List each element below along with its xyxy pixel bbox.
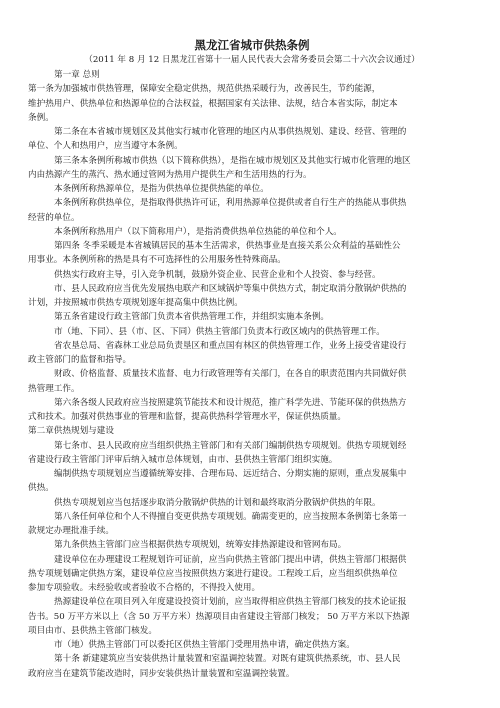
document-line: 第三条本条例所称城市供热（以下简称供热），是指在城市规划区及其他实行城市化管理的地区 — [54, 155, 411, 166]
document-line: 项目由市、县供热主管部门核发。 — [28, 625, 157, 636]
document-line: 内由热源产生的蒸汽、热水通过管网为热用户提供生产和生活用热的行为。 — [28, 169, 312, 180]
document-line: 第一条为加强城市供热管理，保障安全稳定供热，规范供热采暖行为，改善民生，节约能源， — [28, 84, 381, 95]
document-line: 供热。 — [28, 483, 54, 494]
document-line: 政主管部门的监督和指导。 — [28, 355, 132, 365]
document-line: 第七条市、县人民政府应当组织供热主管部门和有关部门编制供热专项规划。供热专项规划经 — [54, 440, 407, 451]
document-line: 参加专项验收。未经验收或者验收不合格的，不得投入使用。 — [28, 583, 261, 593]
document-line: 条例。 — [28, 112, 54, 123]
document-line: 第五条省建设行政主管部门负责本省供热管理工作，并组织实施本条例。 — [54, 312, 330, 323]
document-line: 第十条 新建建筑应当安装供热计量装置和室温调控装置。对既有建筑供热系统，市、县人民 — [54, 654, 401, 665]
document-subtitle: （2011 年 8 月 12 日黑龙江省第十一届人民代表大会常务委员会第二十六次会议通过） — [84, 55, 420, 65]
document-line: 第一章 总则 — [54, 70, 100, 80]
document-line: 第八条任何单位和个人不得擅自变更供热专项规划。确需变更的，应当按照本条例第七条第一 — [54, 511, 407, 522]
document-line: 本条例所称热源单位，是指为供热单位提供热能的单位。 — [54, 184, 269, 194]
document-line: 热源建设单位在项目列入年度建设投资计划前，应当取得相应供热主管部门核发的技术论证报 — [54, 597, 407, 608]
document-line: 第二条在本省城市规划区及其他实行城市化管理的地区内从事供热规划、建设、经营、管理的 — [54, 127, 407, 137]
document-line: 第四条 冬季采暖是本省城镇居民的基本生活需求，供热事业是直接关系公众利益的基础性公 — [54, 241, 401, 251]
document-line: 式和技术。加强对供热事业的管理和监督，提高供热科学管理水平，保证供热质量。 — [28, 412, 346, 422]
document-line: 省建设行政主管部门评审后纳入城市总体规划，由市、县供热主管部门组织实施。 — [28, 454, 338, 465]
document-line: 政府应当在建筑节能改造时，同步安装供热计量装置和室温调控装置。 — [28, 668, 295, 679]
document-line: 第九条供热主管部门应当根据供热专项规划，统筹安排热源建设和管网布局。 — [54, 540, 347, 551]
document-line: 供热专项规划应当包括逐步取消分散锅炉供热的计划和最终取消分散锅炉供热的年限。 — [54, 497, 381, 508]
document-line: 市（地）供热主管部门可以委托区供热主管部门受理用热申请，确定供热方案。 — [54, 640, 355, 650]
document-line: 建设单位在办理建设工程规划许可证前，应当向供热主管部门提出申请，供热主管部门根据供 — [54, 554, 407, 565]
document-line: 热专项规划确定供热方案，建设单位应当按照供热方案进行建设。工程竣工后，应当组织供热单位 — [28, 568, 398, 579]
document-line: 本条例所称热用户（以下简称用户），是指消费供热单位热能的单位和个人。 — [54, 226, 342, 237]
document-line: 财政、价格监督、质量技术监督、电力行政管理等有关部门，在各自的职责范围内共同做好供 — [54, 369, 407, 380]
document-line: 经营的单位。 — [28, 212, 80, 223]
document-line: 第六条各级人民政府应当按照建筑节能技术和设计规范，推广科学先进、节能环保的供热热方 — [54, 397, 407, 408]
document-line: 市（地、下同）、县（市、区、下同）供热主管部门负责本行政区域内的供热管理工作。 — [54, 326, 385, 337]
document-line: 本条例所称供热单位，是指取得供热许可证，利用热源单位提供或者自行生产的热能从事供热 — [54, 198, 407, 209]
document-line: 计划，并按照城市供热专项规划逐年提高集中供热比例。 — [28, 298, 243, 308]
document-body — [28, 68, 476, 681]
document-line: 用事业。本条例所称的热是具有不可选择性的公用服务性特殊商品。 — [28, 255, 286, 266]
document-line: 市、县人民政府应当优先发展热电联产和区域锅炉等集中供热方式，制定取消分散锅炉供热的 — [54, 283, 407, 294]
document-line: 维护热用户、供热单位和热源单位的合法权益，根据国家有关法律、法规，结合本省实际，制定本 — [28, 98, 398, 109]
document-line: 省农垦总局、省森林工业总局负责垦区和重点国有林区的供热管理工作，业务上接受省建设行 — [54, 340, 407, 351]
document-line: 编制供热专项规划应当遵循统筹安排、合理布局、远近结合、分期实施的原则，重点发展集中 — [54, 469, 407, 479]
document-line: 款规定办理批准手续。 — [28, 526, 114, 536]
document-line: 第二章供热规划与建设 — [28, 426, 114, 437]
document-line: 供热实行政府主导，引入竞争机制，鼓励外资企业、民营企业和个人投资、参与经营。 — [54, 269, 381, 280]
document-line: 单位、个人和热用户，应当遵守本条例。 — [28, 141, 183, 152]
document-line: 热管理工作。 — [28, 383, 80, 394]
document-line: 告书。50 万平方米以上（含 50 万平方米）热源项目由省建设主管部门核发； 50 万平方米以下热源 — [28, 611, 410, 622]
document-title: 黑龙江省城市供热条例 — [194, 38, 310, 52]
